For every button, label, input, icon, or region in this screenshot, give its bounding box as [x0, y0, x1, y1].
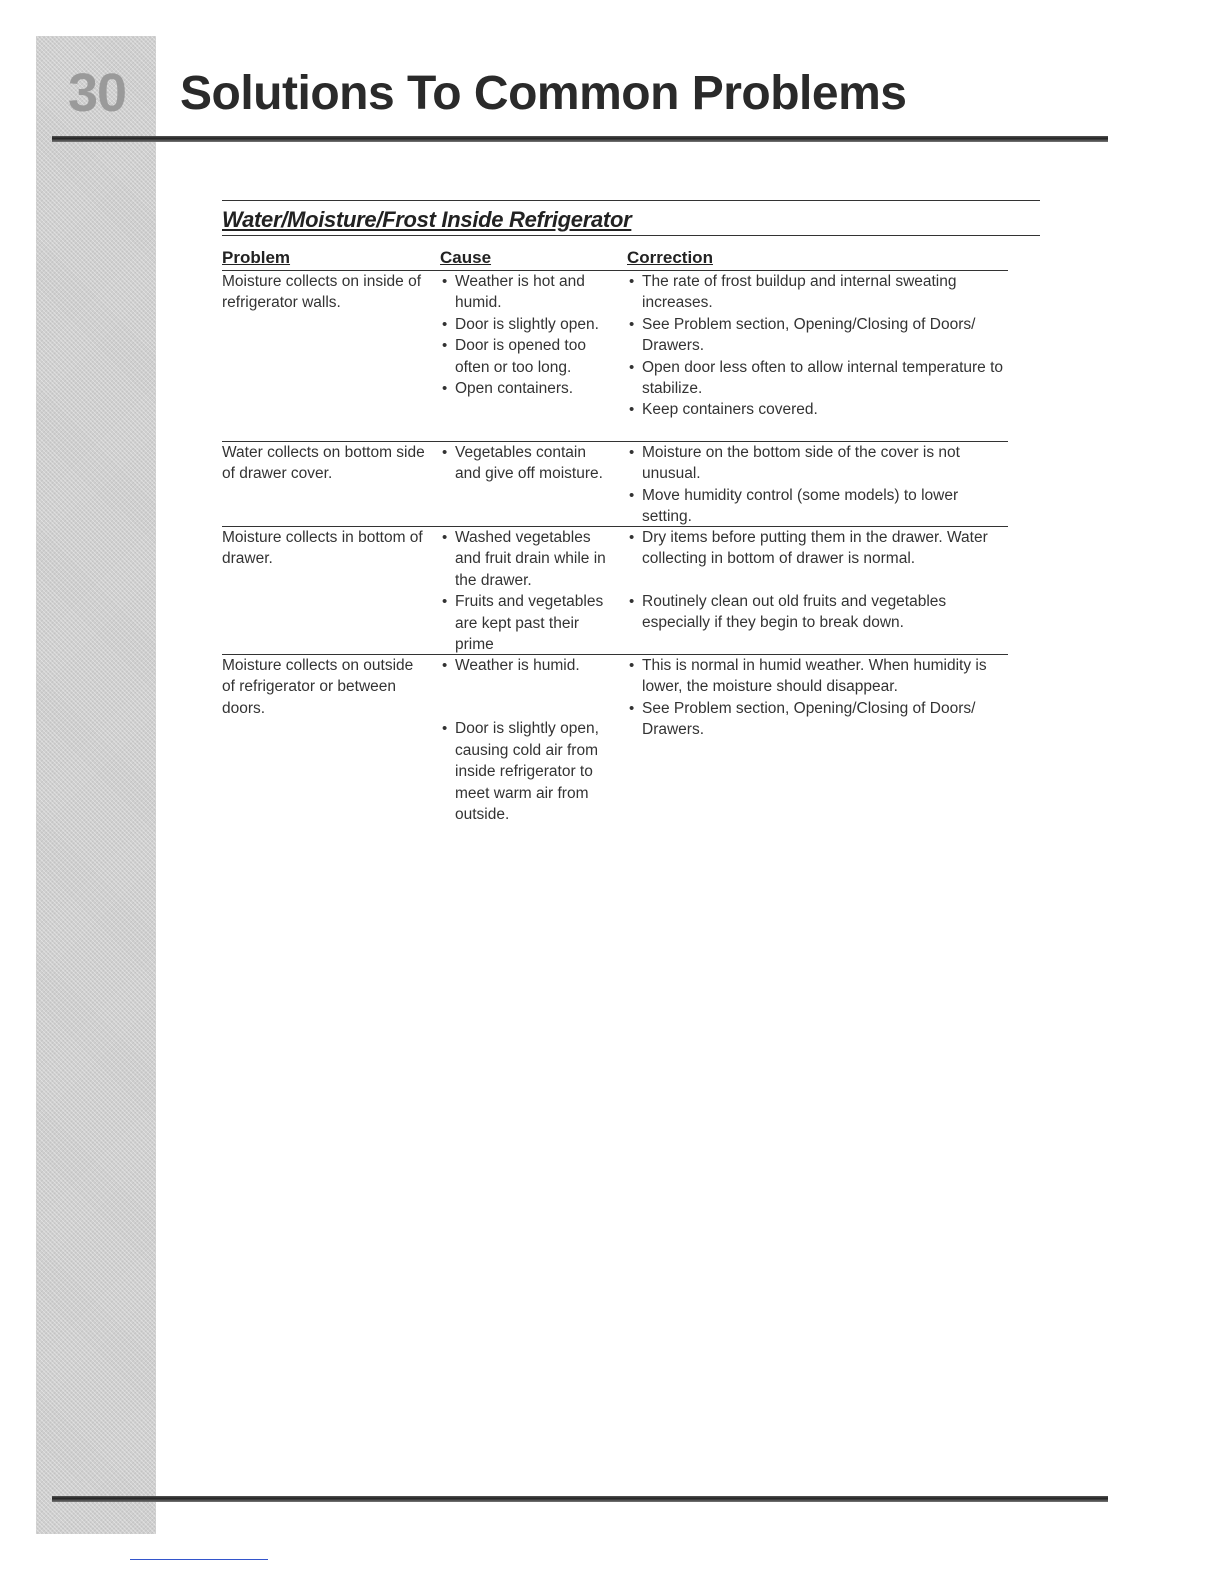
correction-item: • Keep containers covered.	[627, 399, 1007, 420]
cause-item: • Door is slightly open.	[440, 314, 615, 335]
header-rule	[52, 136, 1108, 142]
problem-cell: Moisture collects in bottom of drawer.	[222, 529, 423, 568]
footer-link-line	[130, 1559, 268, 1560]
cause-item: • Fruits and vegetables are kept past their prime	[440, 591, 615, 655]
correction-item: • This is normal in humid weather. When humidity is lower, the moisture should disappear.	[627, 655, 1007, 698]
troubleshooting-table	[222, 248, 1008, 855]
column-header-problem: Problem	[222, 248, 291, 267]
correction-item: • The rate of frost buildup and internal sweating increases.	[627, 271, 1007, 314]
cause-item: • Washed vegetables and fruit drain while in the drawer.	[440, 527, 615, 591]
section-title: Water/Moisture/Frost Inside Refrigerator	[222, 207, 632, 232]
correction-cell	[627, 271, 1007, 421]
cause-item: • Weather is humid.	[440, 655, 615, 676]
page-number: 30	[67, 63, 127, 123]
problem-cell: Water collects on bottom side of drawer cover.	[222, 444, 425, 483]
page-title: Solutions To Common Problems	[180, 67, 907, 120]
correction-item: • See Problem section, Opening/Closing of Doors/ Drawers.	[627, 314, 1007, 357]
table-header	[222, 248, 1008, 271]
table-row	[222, 442, 1008, 527]
cause-cell	[440, 442, 615, 485]
problem-cell: Moisture collects on inside of refrigerator walls.	[222, 273, 422, 312]
section-header	[222, 200, 1040, 236]
sidebar-band	[36, 36, 156, 1534]
correction-item: • Dry items before putting them in the drawer. Water collecting in bottom of drawer is normal.	[627, 527, 1007, 570]
correction-item: • Open door less often to allow internal temperature to stabilize.	[627, 357, 1007, 400]
cause-item: • Door is opened too often or too long.	[440, 335, 615, 378]
cause-cell	[440, 655, 615, 825]
correction-item: • Move humidity control (some models) to lower setting.	[627, 485, 1007, 528]
table-row	[222, 527, 1008, 655]
column-header-cause: Cause	[440, 248, 492, 267]
correction-cell	[627, 442, 1007, 528]
cause-item: • Door is slightly open, causing cold air from inside refrigerator to meet warm air from outside.	[440, 718, 615, 825]
correction-item: • Routinely clean out old fruits and vegetables especially if they begin to break down.	[627, 591, 1007, 634]
footer-rule	[52, 1496, 1108, 1502]
correction-item: • Moisture on the bottom side of the cover is not unusual.	[627, 442, 1007, 485]
table-row	[222, 655, 1008, 855]
correction-item: • See Problem section, Opening/Closing of Doors/ Drawers.	[627, 698, 1007, 741]
correction-cell	[627, 527, 1007, 634]
cause-item: • Vegetables contain and give off moisture.	[440, 442, 615, 485]
column-header-correction: Correction	[627, 248, 713, 267]
section-title-box	[222, 200, 1040, 236]
cause-cell	[440, 527, 615, 655]
table-row	[222, 271, 1008, 442]
cause-item: • Weather is hot and humid.	[440, 271, 615, 314]
problem-cell: Moisture collects on outside of refrigerator or between doors.	[222, 657, 414, 717]
cause-item: • Open containers.	[440, 378, 615, 399]
cause-cell	[440, 271, 615, 399]
correction-cell	[627, 655, 1007, 741]
